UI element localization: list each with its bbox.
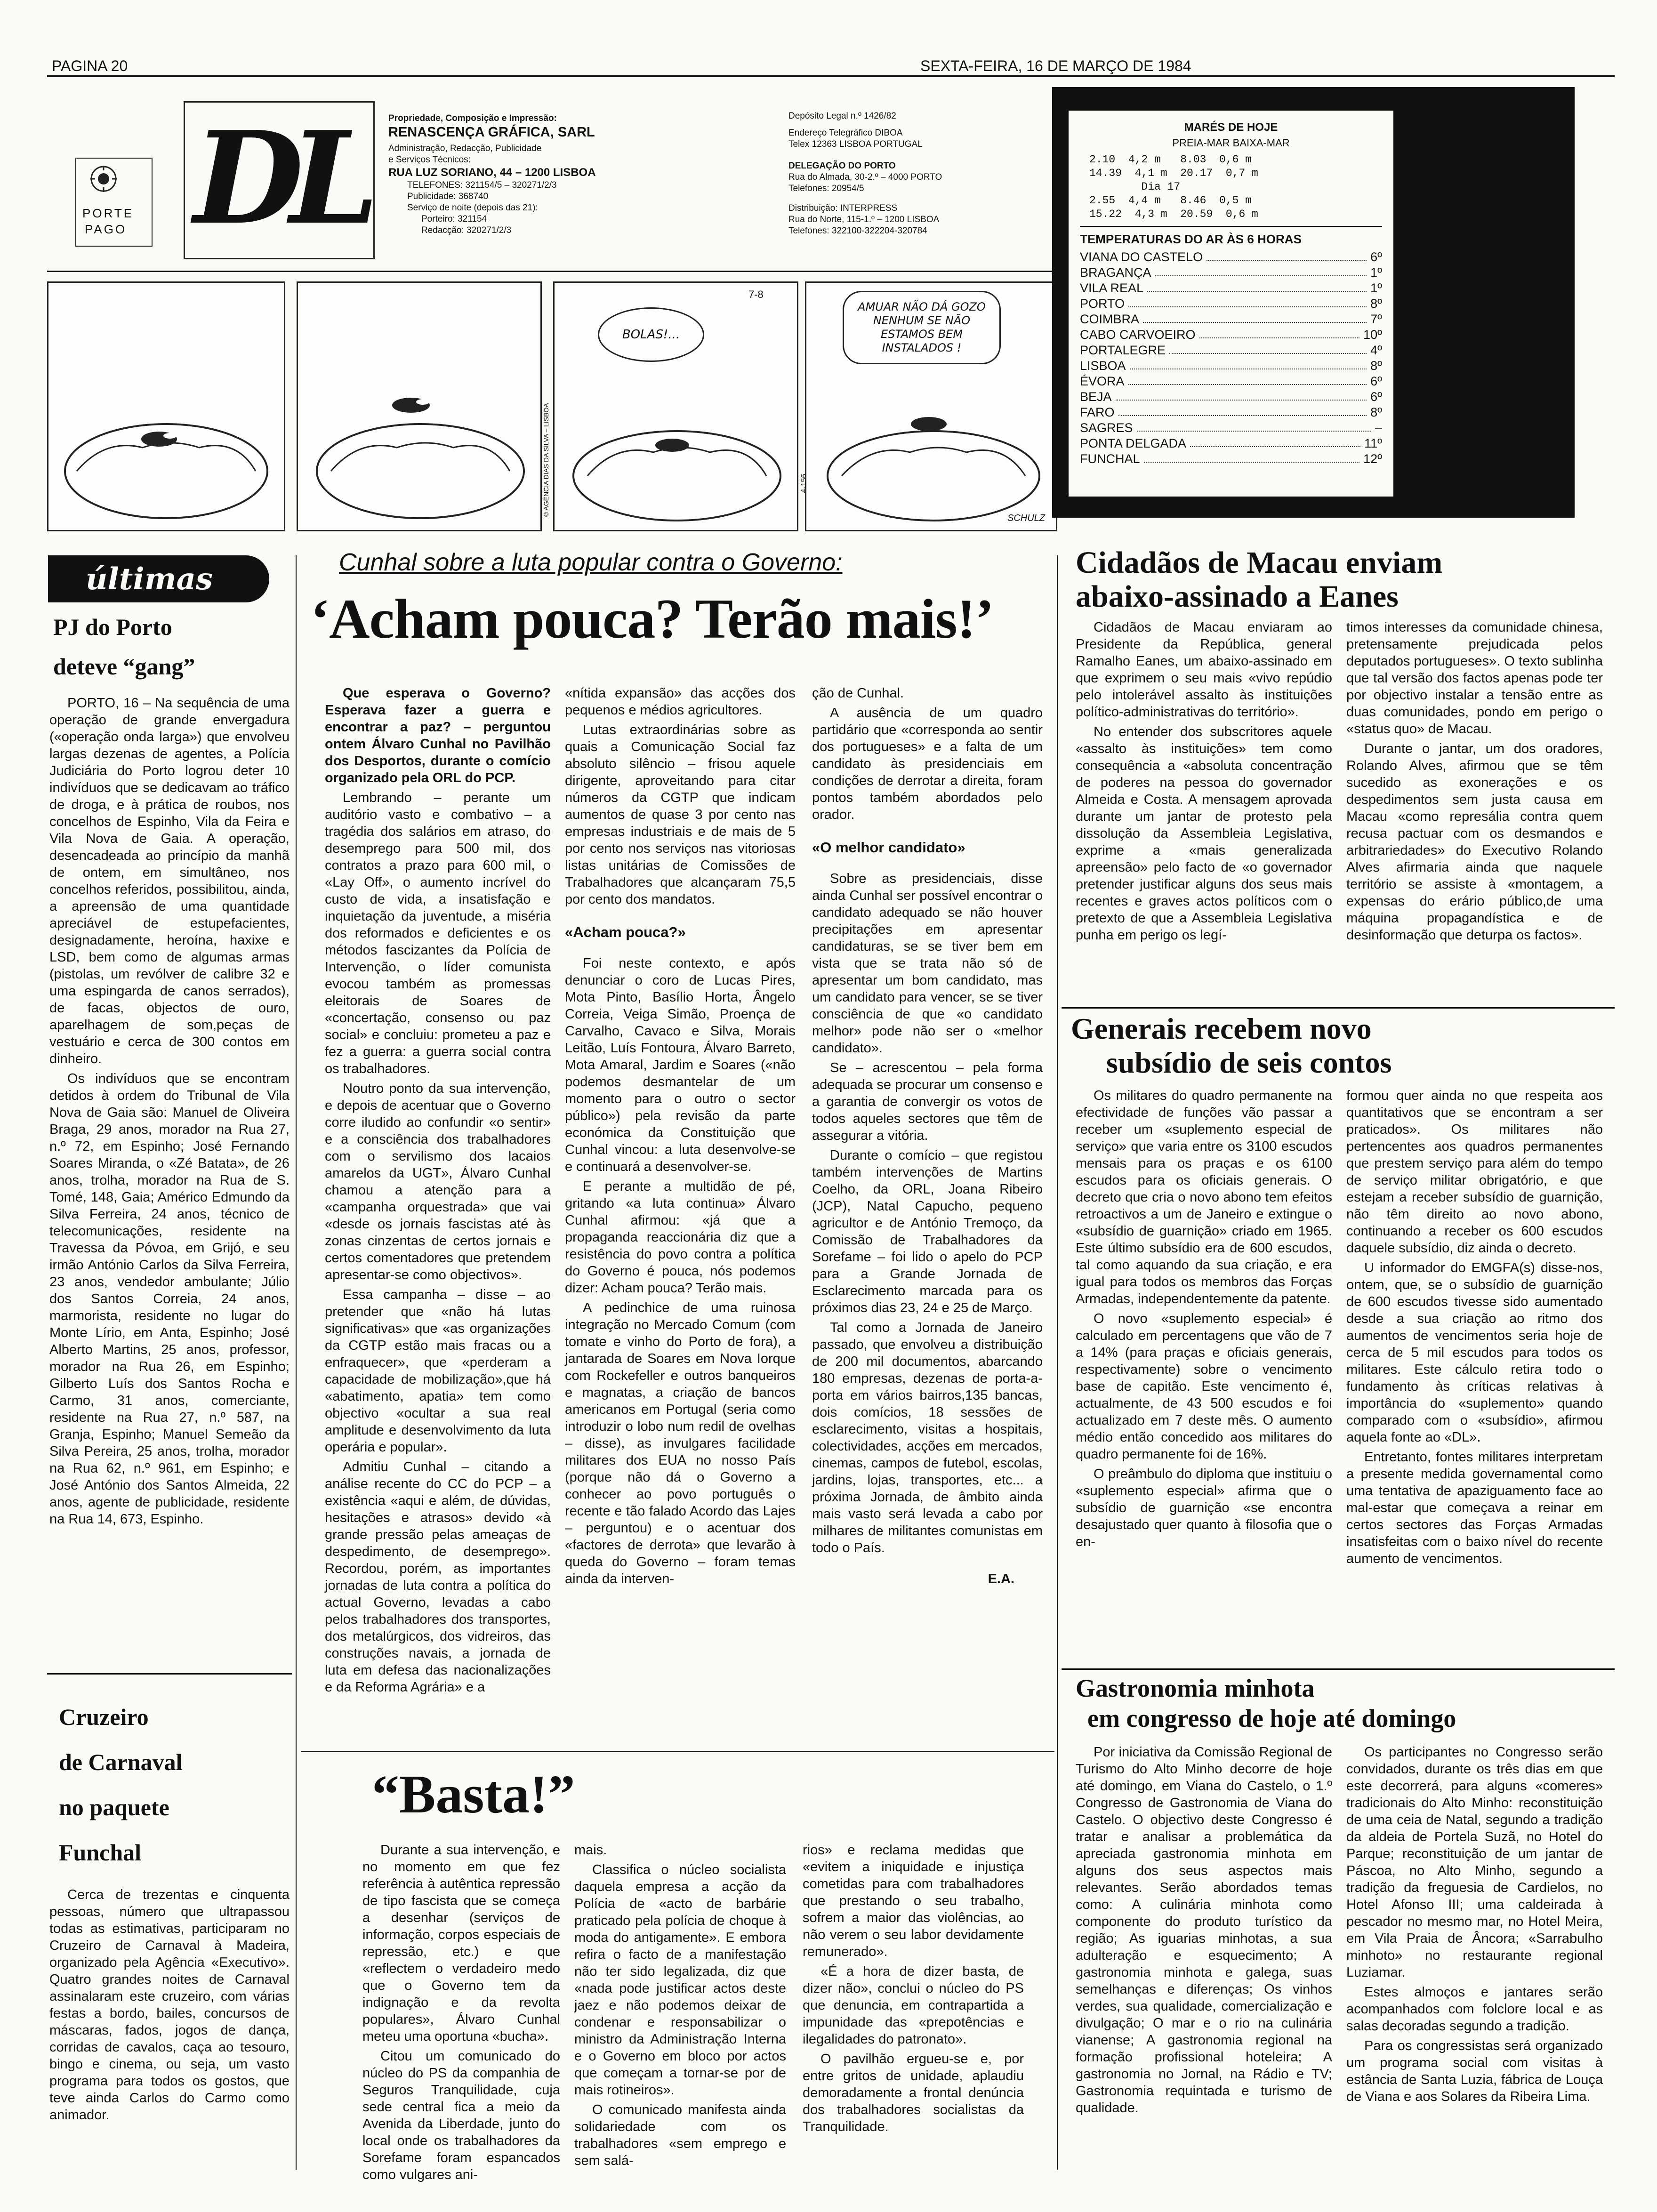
basta-headline: “Basta!” <box>372 1764 575 1825</box>
tide-row: Dia 17 <box>1089 181 1181 193</box>
city-name: PONTA DELGADA <box>1080 436 1187 450</box>
delegation: DELEGAÇÃO DO PORTO <box>788 161 896 171</box>
city-temp: 4º <box>1370 343 1382 357</box>
issue-date: SEXTA-FEIRA, 16 DE MARÇO DE 1984 <box>920 57 1191 74</box>
basta-col3-p3: O pavilhão ergueu-se e, por entre gritos de unidade, aplaudiu demoradamente a frontal denúncia dos trabalhadores socialistas da Tranquilidade. <box>803 2052 1024 2134</box>
city-temp: 8º <box>1370 405 1382 419</box>
owner-name: RENASCENÇA GRÁFICA, SARL <box>388 125 595 140</box>
generais-paragraph: U informador do EMGFA(s) disse-nos, ontem, que, se o subsídio de guarnição de 600 escudos tivesse sido aumentado desde a sua criação ao ritmo dos aumentos de vencimentos seria hoje de cerca de 5 mil escudos para todos os militares. Este cálculo retira todo o fundamento às críticas relativas à importância do «suplemento» quando comparado com o «subsídio», afirmou aquela fonte ao «DL». <box>1346 1260 1603 1445</box>
city-temp: 7º <box>1370 312 1382 326</box>
publisher-block <box>388 113 694 236</box>
dot-leader <box>1130 358 1367 369</box>
dot-leader <box>1128 374 1367 385</box>
city-temp-row <box>1080 405 1382 420</box>
distribution: Distribuição: INTERPRESS <box>788 203 898 213</box>
gastro-paragraph: Os participantes no Congresso serão convidados, durante os três dias em que este decorrerá, para alguns «comeres» tradicionais do Alto Minho: reconstituição de uma ceia de Natal, segundo a tradição da aldeia de Portela Suzã, no Hotel do Parque; reconstituição de um jantar de Páscoa, no Alto Minho, segundo a tradição da freguesia de Cardielos, no Hotel Afonso III; uma caldeirada à pescador no mesmo mar, no Hotel Meira, em Vila Praia de Âncora; «Sarrabulho minhoto» no restaurante regional Luziamar. <box>1346 1745 1603 1980</box>
basta-col2-p1: mais. <box>574 1843 607 1858</box>
basta-col3-p1: rios» e reclama medidas que «evitem a iniquidade e injustiça cometidas para com trabalhadores que prestando o seu trabalho, sofrem a maior das violências, ao não verem o seu labor devidamente remunerado». <box>803 1843 1024 1959</box>
dot-leader <box>1116 389 1367 401</box>
telegraph: Endereço Telegráfico DIBOA <box>788 128 903 138</box>
macau-paragraph: Durante o jantar, um dos oradores, Rolando Alves, afirmou que se têm sucedido as exonerações e os despedimentos sem justa causa em Macau «como represália contra quem recusa pactuar com os desmandos e arbitrariedades» do Executivo Rolando Alves afirmaria ainda que naquele território se assiste à «montagem, a expensas do erário público,de uma máquina propagandística e de desinformação que deturpa os factos». <box>1346 741 1603 943</box>
header-rule <box>47 75 1615 77</box>
distribution-phone: Telefones: 322100-322204-320784 <box>788 226 927 236</box>
generais-column-1 <box>1076 1087 1332 1553</box>
generais-paragraph: O preâmbulo do diploma que instituiu o «suplemento especial» afirma que o subsídio de guarnição «se encontra desajustado quer quanto à filosofia que o en- <box>1076 1467 1332 1549</box>
city-temp: 1º <box>1370 265 1382 280</box>
pago-label: PAGO <box>85 222 127 236</box>
cunhal-paragraph: ção de Cunhal. <box>812 686 904 701</box>
delegation-phone: Telefones: 20954/5 <box>788 184 864 193</box>
dot-leader <box>1190 436 1360 447</box>
dot-leader <box>1207 249 1367 261</box>
newspaper-logo <box>184 101 375 259</box>
pj-headline-1: PJ do Porto <box>53 614 172 640</box>
porte-pago-frame <box>75 158 153 247</box>
city-temp-row <box>1080 451 1382 467</box>
delegation-address: Rua do Almada, 30-2.º – 4000 PORTO <box>788 172 942 182</box>
comic-balloon-2 <box>843 291 1001 364</box>
comic-signature: SCHULZ <box>1007 513 1046 523</box>
basta-column-3 <box>803 1842 1024 2138</box>
cunhal-paragraph: Se – acrescentou – pela forma adequada se procurar um consenso e a garantia de convergir os votos de todos aqueles sectores que têm de assegurar a vitória. <box>812 1060 1043 1143</box>
macau-column-1 <box>1076 619 1332 946</box>
basta-col2-p2: Classifica o núcleo socialista daquela empresa a acção da Polícia de «acto de barbárie praticado pela polícia de choque à moda do antigamente». E embora refira o facto de a manifestação não ter sido legalizada, diz que «nada pode justificar actos deste jaez e não podemos deixar de condenar e responsabilizar o ministro da Administração Interna e o Governo em bloco por actos que começam a tornar-se por de mais rotineiros». <box>574 1862 786 2098</box>
gastro-column-2 <box>1346 1744 1603 2108</box>
pj-paragraph: Os indivíduos que se encontram detidos à ordem do Tribunal de Vila Nova de Gaia são: Manuel de Oliveira Braga, 29 anos, morador na Rua 27, n.º 72, em Espinho; José Fernando Soares Miranda, o «Zé Batata», de 26 anos, trolha, morador na Rua de S. Tomé, 148, Gaia; Américo Edmundo da Silva Ferreira, 24 anos, técnico de telecomunicações, residente na Travessa da Póvoa, em Grijó, e seu irmão António Carlos da Silva Ferreira, 23 anos, vendedor ambulante; Júlio dos Santos Correia, 24 anos, marmorista, residente no lugar do Monte Lírio, em Anta, Espinho; José Alberto Martins, 25 anos, professor, morador na Rua 26, em Espinho; Gilberto Luís dos Santos Rocha e Carmo, 31 anos, comerciante, residente na Rua 27, n.º 587, na Granja, Espinho; Manuel Semeão da Silva Pereira, 25 anos, trolha, morador na Rua 62, n.º 961, em Espinho; e José António dos Santos Almeida, 22 anos, agente de publicidade, residente na Rua 14, 673, Espinho. <box>49 1071 290 1527</box>
tide-row: 2.10 4,2 m 8.03 0,6 m <box>1089 153 1252 166</box>
generais-article <box>1064 1012 1615 1647</box>
cunhal-kicker: Cunhal sobre a luta popular contra o Governo: <box>339 549 843 576</box>
night-service: Serviço de noite (depois das 21): <box>407 203 538 213</box>
basta-article <box>301 1751 1054 2182</box>
cunhal-column-1 <box>325 685 551 1699</box>
tides-subtitle: PREIA-MAR BAIXA-MAR <box>1172 137 1290 149</box>
cunhal-paragraph: A pedinchice de uma ruinosa integração no Mercado Comum (com tomate e vinho do Porto de fora), a jantarada de Soares em Nova Iorque com Rockefeller e outros banqueiros e magnatas, a criação de bancos americanos em Portugal (seria como introduzir o lobo num redil de ovelhas – disse), as invulgares facilidade militares dos EUA no nosso País (porque não dá o Governo a conhecer ao povo português o recente e tão falado Acordo das Lajes – perguntou) e o acentuar dos «factores de derrota» que levarão à queda do Governo – foram temas ainda da interven- <box>565 1300 796 1587</box>
tide-row: 15.22 4,3 m 20.59 0,6 m <box>1089 208 1258 220</box>
gastro-paragraph: Estes almoços e jantares serão acompanhados com folclore local e as salas decoradas segundo a tradição. <box>1346 1985 1603 2034</box>
cruzeiro-headline-line: de Carnaval <box>59 1749 183 1775</box>
gastro-headline-2: em congresso de hoje até domingo <box>1087 1704 1456 1732</box>
city-name: PORTALEGRE <box>1080 343 1166 357</box>
masthead-bottom-rule <box>47 271 1057 272</box>
gastro-column-1 <box>1076 1744 1332 2119</box>
comic-panel-2 <box>297 281 542 531</box>
comic-agency: © AGÊNCIA DIAS DA SILVA – LISBOA <box>542 403 550 517</box>
city-temp: – <box>1375 421 1382 435</box>
ultimas-label: últimas <box>86 561 213 597</box>
dot-leader <box>1199 327 1360 338</box>
macau-headline-2: abaixo-assinado a Eanes <box>1076 579 1399 614</box>
cunhal-paragraph: Essa campanha – disse – ao pretender que «não há lutas significativas» que «as organizações da CGTP estão mais fracas ou a enfraquecer», que «perderam a capacidade de mobilização»,que há «abatimento, apatia» tem como objectivo «ocultar a sua real amplitude e desenvolvimento da luta operária e popular». <box>325 1287 551 1455</box>
cunhal-headline: ‘Acham pouca? Terão mais!’ <box>311 587 994 650</box>
city-name: BRAGANÇA <box>1080 265 1151 280</box>
cruzeiro-headline-line: Cruzeiro <box>59 1704 149 1730</box>
city-temp-row <box>1080 358 1382 374</box>
cunhal-column-2 <box>565 685 796 1590</box>
phones: TELEFONES: 321154/5 – 320271/2/3 <box>407 180 557 190</box>
newsroom: Redacção: 320271/2/3 <box>421 225 512 235</box>
logo-text: DL <box>193 103 365 253</box>
distribution-address: Rua do Norte, 115-1.º – 1200 LISBOA <box>788 215 940 224</box>
weather-box <box>1052 87 1575 518</box>
macau-paragraph: No entender dos subscritores aquele «assalto às instituições» tem como consequência a «absoluta concentração de poderes na pessoa do governador Almeida e Costa. A mensagem aprovada durante um jantar de protesto pela dissolução da Assembleia Legislativa, exprime a «mais generalizada apreensão» pelo facto de «o governador pretender justificar alguns dos seus mais recentes e graves actos políticos com o pretexto de que a Assembleia Legislativa punha em perigo os legí- <box>1076 724 1332 943</box>
cunhal-paragraph: Tal como a Jornada de Janeiro passado, que envolveu a distribuição de 200 mil documentos, abarcando 180 empresas, dezenas de porta-a-porta em vários bairros,135 bancas, dois comícios, 18 sessões de esclarecimento, visitas a hospitais, colectividades, acções em mercados, cinemas, campos de futebol, escolas, jardins, lojas, transportes, etc... a próxima Jornada, de âmbito ainda mais vasto será levada a cabo por milhares de militantes comunistas em todo o País. <box>812 1320 1043 1555</box>
pj-article <box>49 612 290 1531</box>
city-name: BEJA <box>1080 390 1112 404</box>
owner-label: Propriedade, Composição e Impressão: <box>388 113 557 123</box>
generais-paragraph: Os militares do quadro permanente na efectividade de funções vão passar a receber um «suplemento especial de serviço» que varia entre os 3100 escudos mensais para os praças e os 6100 escudos para os oficiais generais. O decreto que cria o novo abono tem efeitos retroactivos a um de Janeiro e extingue o «subsídio de guarnição» criado em 1965. Este último subsídio era de 600 escudos, tal como aquando da sua criação, e era igual para todos os membros das Forças Armadas, independentemente da patente. <box>1076 1088 1332 1306</box>
dot-leader <box>1118 405 1367 416</box>
basta-column-1 <box>362 1842 560 2186</box>
admin-line-1: Administração, Redacção, Publicidade <box>388 144 542 153</box>
dot-leader <box>1155 265 1367 276</box>
macau-rule <box>1062 1007 1615 1009</box>
cities-list <box>1080 249 1382 467</box>
gastro-article <box>1064 1673 1615 2172</box>
tides-list <box>1080 153 1382 221</box>
generais-paragraph: O novo «suplemento especial» é calculado em percentagens que vão de 7 a 14% (para praças e oficiais generais, respectivamente) sobre o vencimento base de capitão. Este vencimento é, actualmente, de 43 500 escudos e foi actualizado em 7 deste mês. O aumento médio então concedido aos militares do quadro permanente foi de 16%. <box>1076 1311 1332 1462</box>
city-temp: 11º <box>1364 436 1382 450</box>
comic-date-mark: 7-8 <box>748 289 764 300</box>
city-temp: 8º <box>1370 297 1382 311</box>
cruzeiro-headline <box>49 1694 290 1875</box>
cunhal-paragraph: Que esperava o Governo? Esperava fazer a guerra e encontrar a paz? – perguntou ontem Álvaro Cunhal no Pavilhão dos Desportos, durante o comício organizado pela ORL do PCP. <box>325 686 551 785</box>
cruzeiro-headline-line: no paquete <box>59 1794 169 1820</box>
dot-leader <box>1169 343 1367 354</box>
city-name: LISBOA <box>1080 359 1126 373</box>
city-temp-row <box>1080 374 1382 389</box>
city-name: FUNCHAL <box>1080 452 1140 466</box>
porter: Porteiro: 321154 <box>421 214 487 224</box>
city-temp-row <box>1080 436 1382 451</box>
cruzeiro-body-text: Cerca de trezentas e cinquenta pessoas, número que ultrapassou todas as estimativas, participaram no Cruzeiro de Carnaval à Madeira, organizado pela Agência «Executivo». Quatro grandes noites de Carnaval assinalaram este cruzeiro, com várias festas a bordo, bailes, concursos de máscaras, fados, jogos de dança, corridas de cavalos, caça ao tesouro, bingo e cinema, ou seja, um vasto programa para todos os gostos, que teve ainda Carlos do Carmo como animador. <box>49 1887 290 2123</box>
city-temp-row <box>1080 281 1382 296</box>
gastro-headline-1: Gastronomia minhota <box>1076 1674 1315 1702</box>
macau-paragraph: timos interesses da comunidade chinesa, pretensamente prejudicada pelos deputados portugueses». O texto sublinha que tal versão dos factos apenas pode ter por objectivo instalar a tensão entre as duas comunidades, pondo em perigo o «status quo» de Macau. <box>1346 620 1603 737</box>
comic-balloon-2-text: AMUAR NÃO DÁ GOZO NENHUM SE NÃO ESTAMOS BEM INSTALADOS ! <box>858 300 986 354</box>
city-temp: 6º <box>1370 250 1382 264</box>
city-temp-row <box>1080 420 1382 436</box>
cunhal-paragraph: Lembrando – perante um auditório vasto e combativo – a tragédia dos salários em atraso, do desemprego para 500 mil, dos contratos a prazo para 600 mil, o «Lay Off», o aumento incrível do custo de vida, a insatisfação e inquietação da juventude, a miséria dos reformados e deficientes e os métodos fascizantes da Polícia de Intervenção, o líder comunista evocou também as promessas eleitorais de Soares de «concertação, consenso ou paz social» e concluiu: prometeu a paz e fez a guerra: a guerra social contra os trabalhadores. <box>325 790 551 1076</box>
cunhal-byline: E.A. <box>988 1571 1014 1587</box>
cunhal-subhead-2: «O melhor candidato» <box>812 839 965 856</box>
dot-leader <box>1147 281 1367 292</box>
left-rule <box>47 1673 292 1675</box>
cunhal-article <box>301 548 1054 1734</box>
admin-line-2: e Serviços Técnicos: <box>388 155 471 165</box>
generais-column-2 <box>1346 1087 1603 1570</box>
city-temp: 6º <box>1370 390 1382 404</box>
legal-block <box>788 111 1052 237</box>
cunhal-paragraph: Foi neste contexto, e após denunciar o coro de Lucas Pires, Mota Pinto, Basílio Horta, Ângelo Correia, Veiga Simão, Proença de Carvalho, Cavaco e Silva, Morais Leitão, Luís Fontoura, Álvaro Barreto, Mota Amaral, Jardim e Soares («não podemos desmantelar de um momento para o outro o sector público») pela revisão da parte económica da Constituição que Cunhal vincou: a luta desenvolve-se e continuará a desenvolver-se. <box>565 956 796 1174</box>
comic-balloon-1: BOLAS!... <box>598 307 704 362</box>
generais-paragraph: formou quer ainda no que respeita aos quantitativos que se encontram a ser praticados». Os militares não pertencentes aos quadros permanentes que prestem serviço para além do tempo de serviço militar obrigatório, e que estejam a receber subsídio de guarnição, não têm direito ao novo abono, continuando a receber os 600 escudos daquele subsídio, diz ainda o decreto. <box>1346 1088 1603 1256</box>
cunhal-paragraph: «nítida expansão» das acções dos pequenos e médios agricultores. <box>565 686 796 718</box>
dot-leader <box>1144 451 1360 463</box>
tides-title: MARÉS DE HOJE <box>1184 121 1278 134</box>
cruzeiro-headline-line: Funchal <box>59 1839 142 1866</box>
city-temp-row <box>1080 343 1382 358</box>
comic-panel-1 <box>47 281 285 531</box>
generais-paragraph: Entretanto, fontes militares interpretam a presente medida governamental como uma tentativa de apaziguamento face ao mal-estar que começava a reinar em certos sectores das Forças Armadas insatisfeitas com o baixo nível do recente aumento de vencimentos. <box>1346 1450 1603 1566</box>
basta-col2-p3: O comunicado manifesta ainda solidariedade com os trabalhadores «sem emprego e sem salá- <box>574 2102 786 2168</box>
cunhal-paragraph: Lutas extraordinárias sobre as quais a Comunicação Social faz absoluto silêncio – frisou aquele dirigente, aproveitando para citar números da CGTP que indicam aumentos de quase 3 por cento nas empresas industriais e de mais de 5 por cento nos serviços nas vitoriosas listas unitárias de Comissões de Trabalhadores que alcançaram 75,5 por cento dos mandatos. <box>565 722 796 907</box>
cunhal-paragraph: Sobre as presidenciais, disse ainda Cunhal ser possível encontrar o candidato adequado se não houver precipitações em apresentar candidaturas, se se tiver bem em vista que se trata não só de apresentar um bom candidato, mas um candidato para vencer, se se tiver consciência de que «o candidato melhor» pode não ser o «melhor candidato». <box>812 871 1043 1056</box>
city-temp: 10º <box>1363 328 1382 342</box>
column-rule-left <box>296 555 297 2170</box>
cruzeiro-body <box>49 1886 290 2124</box>
comic-strip <box>47 281 1057 531</box>
pj-body <box>49 695 290 1528</box>
legal-deposit: Depósito Legal n.º 1426/82 <box>788 111 896 121</box>
city-temp-row <box>1080 389 1382 405</box>
city-name: VIANA DO CASTELO <box>1080 250 1203 264</box>
cunhal-column-3 <box>812 685 1043 1587</box>
cunhal-paragraph: Durante o comício – que registou também intervenções de Martins Coelho, da ORL, Joana Ribeiro (JCP), Natal Capucho, pequeno agricultor e de António Tremoço, da Comissão de Trabalhadores da Sorefame – foi lido o apelo do PCP para a Grande Jornada de Esclarecimento marcada para os próximos dias 23, 24 e 25 de Março. <box>812 1148 1043 1315</box>
city-temp-row <box>1080 312 1382 327</box>
temps-title: TEMPERATURAS DO AR ÀS 6 HORAS <box>1080 232 1302 246</box>
cunhal-paragraph: E perante a multidão de pé, gritando «a luta continua» Álvaro Cunhal afirmou: «já que a propaganda reaccionária diz que a resistência do povo contra a política do Governo é pouca, nós podemos dizer: Acham pouca? Terão mais. <box>565 1179 796 1296</box>
macau-headline-1: Cidadãos de Macau enviam <box>1076 545 1443 580</box>
basta-col1-p1: Durante a sua intervenção, e no momento em que fez referência à autêntica repressão de tipo fascista que se começa a desenhar (serviços de informação, corpos especiais de repressão, etc.) e que «reflectem o verdadeiro medo que o Governo tem da indignação e da revolta populares», Álvaro Cunhal meteu uma oportuna «bucha». <box>362 1843 560 2044</box>
city-temp-row <box>1080 249 1382 265</box>
column-rule-right <box>1057 555 1058 2170</box>
cunhal-paragraph: A ausência de um quadro partidário que «corresponda ao sentir dos portugueses» e a falta de um candidato às presidenciais em condições de derrotar a direita, foram pontos também abordados pelo orador. <box>812 705 1043 822</box>
generais-headline-2: subsídio de seis contos <box>1106 1046 1392 1079</box>
city-temp: 8º <box>1370 359 1382 373</box>
cunhal-paragraph: Noutro ponto da sua intervenção, e depois de acentuar que o Governo corre iludido ao confundir «o sentir» e a consciência dos trabalhadores com o servilismo dos lacaios amarelos da UGT», Álvaro Cunhal chamou a atenção para a «campanha orquestrada» que vai «desde os jornais fascistas até às zonas cinzentas de certos jornais e certos comentadores que pretendem apresentar-se como objectivos». <box>325 1081 551 1282</box>
pj-paragraph: PORTO, 16 – Na sequência de uma operação de grande envergadura («operação onda larga») que envolveu largas dezenas de agentes, a Polícia Judiciária do Porto logrou deter 10 indivíduos que se dedicavam ao tráfico de droga, e à prática de roubos, nos concelhos de Espinho, Vila da Feira e Vila Nova de Gaia. A operação, desencadeada ao princípio da manhã de ontem, em simultâneo, nos concelhos referidos, possibilitou, ainda, a apreensão de uma quantidade apreciável de estupefacientes, designadamente, heroína, haxixe e LSD, bem como de algumas armas (pistolas, um revólver de calibre 32 e uma espingarda de canos serrados), de facas, objectos de ouro, aparelhagem de som,peças de vestuário e cerca de 300 contos em dinheiro. <box>49 696 290 1066</box>
generais-headline-1: Generais recebem novo <box>1071 1012 1372 1045</box>
city-temp: 1º <box>1370 281 1382 295</box>
gastro-paragraph: Por iniciativa da Comissão Regional de Turismo do Alto Minho decorre de hoje até domingo, em Viana do Castelo, o 1.º Congresso de Gastronomia de Viana do Castelo. O objectivo deste Congresso é tratar e analisar a problemática da apreciada gastronomia minhota em alguns dos seus aspectos mais relevantes. Serão abordados temas como: A culinária minhota como componente do produto turístico da região; As iguarias minhotas, a sua adulteração e esquecimento; A gastronomia minhota e galega, suas semelhanças e diferenças; Os vinhos verdes, sua qualidade, comercialização e divulgação; O mar e o rio na culinária vianense; A gastronomia regional na formação profissional hoteleira; A gastronomia no Jornal, na Rádio e TV; Gastronomia requintada e turismo de qualidade. <box>1076 1745 1332 2116</box>
dot-leader <box>1143 312 1367 323</box>
address: RUA LUZ SORIANO, 44 – 1200 LISBOA <box>388 166 596 179</box>
weather-inner <box>1069 111 1393 497</box>
city-temp-row <box>1080 296 1382 312</box>
page-number: PAGINA 20 <box>52 57 128 74</box>
tide-row: 14.39 4,1 m 20.17 0,7 m <box>1089 167 1258 179</box>
dot-leader <box>1128 296 1367 307</box>
basta-col3-p2: «É a hora de dizer basta, de dizer não», conclui o núcleo do PS que denuncia, em contrapartida a impunidade das «prepotências e ilegalidades do patronato». <box>803 1964 1024 2047</box>
porte-label: PORTE <box>82 206 134 220</box>
pj-headline-2: deteve “gang” <box>53 653 195 680</box>
macau-paragraph: Cidadãos de Macau enviaram ao Presidente da República, general Ramalho Eanes, um abaixo-assinado em que exprimem o seu mais «vivo repúdio pelo intolerável assalto às instituições político-administrativas do território». <box>1076 620 1332 720</box>
telex: Telex 12363 LISBOA PORTUGAL <box>788 139 923 149</box>
city-name: PORTO <box>1080 297 1125 311</box>
generais-rule <box>1062 1668 1615 1670</box>
city-name: VILA REAL <box>1080 281 1144 295</box>
cunhal-subhead-1: «Acham pouca?» <box>565 924 686 940</box>
city-name: COIMBRA <box>1080 312 1140 326</box>
publicity: Publicidade: 368740 <box>407 192 489 201</box>
city-name: CABO CARVOEIRO <box>1080 328 1196 342</box>
city-name: FARO <box>1080 405 1115 419</box>
basta-col1-p2: Citou um comunicado do núcleo do PS da companhia de Seguros Tranquilidade, cuja sede central fica a meio da Avenida da Liberdade, junto do local onde os trabalhadores da Sorefame foram espancados como vulgares ani- <box>362 2049 560 2182</box>
dot-leader <box>1137 420 1371 432</box>
basta-column-2 <box>574 1842 786 2172</box>
tide-row: 2.55 4,4 m 8.46 0,5 m <box>1089 194 1252 207</box>
cruzeiro-article <box>49 1694 290 2126</box>
ultimas-banner <box>48 555 269 602</box>
city-temp: 12º <box>1363 452 1382 466</box>
weather-divider <box>1080 226 1382 227</box>
city-name: SAGRES <box>1080 421 1133 435</box>
gastro-paragraph: Para os congressistas será organizado um programa social com visitas à estância de Santa Luzia, fábrica de Louça de Viana e aos Solares da Ribeira Lima. <box>1346 2038 1603 2104</box>
macau-article <box>1064 546 1615 1064</box>
city-temp: 6º <box>1370 374 1382 388</box>
macau-column-2 <box>1346 619 1603 946</box>
city-name: ÉVORA <box>1080 374 1125 388</box>
masthead <box>47 85 1057 271</box>
city-temp-row <box>1080 327 1382 343</box>
comic-side-mark: 4-156 <box>800 473 808 493</box>
cunhal-paragraph: Admitiu Cunhal – citando a análise recente do CC do PCP – a existência «aqui e além, de dúvidas, hesitações e atrasos» devido «à grande pressão pelas ameaças de despedimento, de desemprego». Recordou, porém, as importantes jornadas de luta contra a política do actual Governo, levadas a cabo pelos trabalhadores dos transportes, dos metalúrgicos, dos vidreiros, das construções navais, a jornada de luta em defesa das nacionalizações e da Reforma Agrária» e a <box>325 1459 551 1695</box>
city-temp-row <box>1080 265 1382 281</box>
